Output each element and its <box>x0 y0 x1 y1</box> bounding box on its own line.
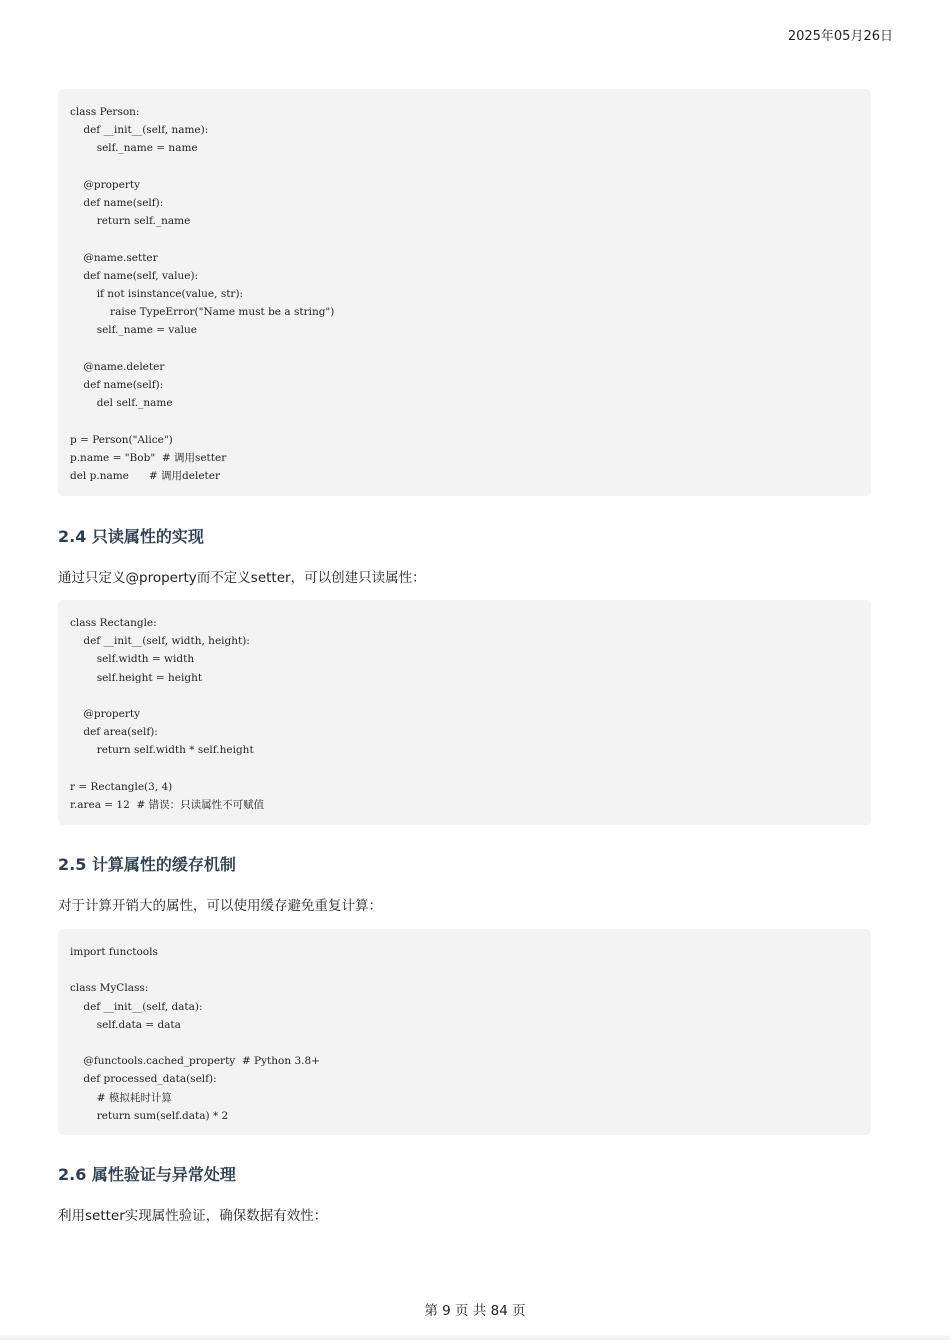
section-heading-2-6: 2.6 属性验证与异常处理 <box>58 1165 236 1184</box>
code-block-cached-property: import functools class MyClass: def __init__(self, data): self.data = data @functools.cached_property # Python 3.8+ def processed_data(self): # 模拟耗时计算 return sum(self.data) * 2 <box>58 929 871 1135</box>
section-paragraph-2-5: 对于计算开销大的属性，可以使用缓存避免重复计算： <box>58 898 382 914</box>
code-block-rectangle-readonly: class Rectangle: def __init__(self, width, height): self.width = width self.height = height @property def area(self): return self.width * self.height r = Rectangle(3, 4) r.area = 12 # 错误：只读属性不可赋值 <box>58 600 871 825</box>
page-number-footer: 第 9 页 共 84 页 <box>424 1303 526 1319</box>
section-paragraph-2-6: 利用setter实现属性验证，确保数据有效性： <box>58 1208 328 1224</box>
section-paragraph-2-4: 通过只定义@property而不定义setter，可以创建只读属性： <box>58 570 426 586</box>
page-bottom-edge <box>0 1335 950 1340</box>
section-heading-2-5: 2.5 计算属性的缓存机制 <box>58 855 236 874</box>
document-date: 2025年05月26日 <box>787 29 893 44</box>
code-block-person-property: class Person: def __init__(self, name): self._name = name @property def name(self): return self._name @name.setter def name(self, value): if not isinstance(value, str): raise TypeError("Name must be a string") self._name = value @name.deleter def name(self): del self._name p = Person("Alice") p.name = "Bob" # 调用setter del p.name # 调用deleter <box>58 89 871 496</box>
section-heading-2-4: 2.4 只读属性的实现 <box>58 527 204 546</box>
